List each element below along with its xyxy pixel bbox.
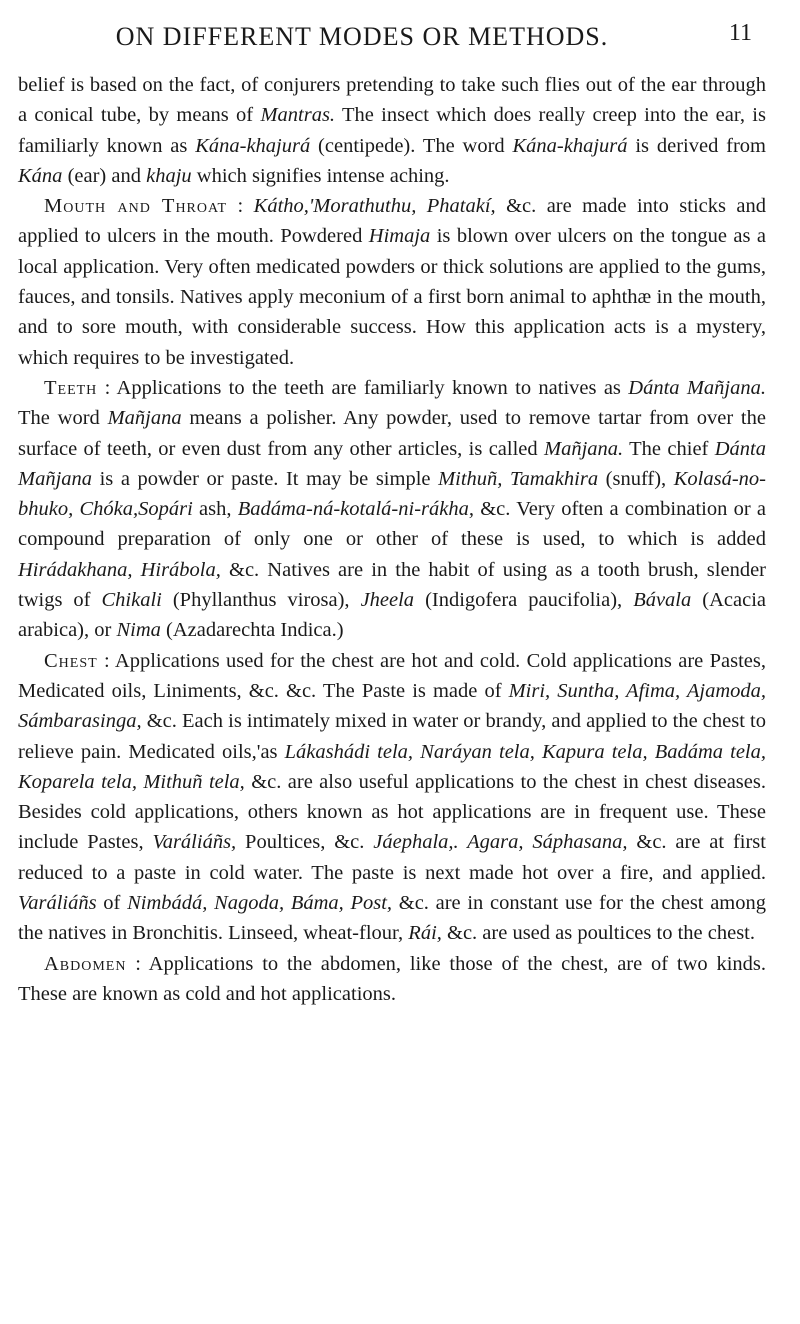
italic-term: Mithuñ, Tamakhira xyxy=(438,467,599,490)
text-run: Poultices, &c. xyxy=(236,831,374,854)
paragraph-chest xyxy=(18,646,766,949)
italic-term: Nima xyxy=(116,619,161,642)
italic-term: Badáma-ná-kotalá-ni-rákha, xyxy=(237,498,474,521)
italic-term: Himaja xyxy=(368,225,431,248)
section-heading-chest: Chest xyxy=(44,649,98,672)
italic-term: Varáliáñs, xyxy=(152,831,237,854)
page-number: 11 xyxy=(728,20,752,46)
text-run: belief is based on the fact, of conjurers pretending to take such flies out of the ear through a conical tube, by means of xyxy=(18,74,766,127)
text-run: of xyxy=(96,892,128,915)
text-run: &c. Very often a combination or a compound preparation of only one or other of these is used, to which is added xyxy=(18,498,766,551)
italic-term: Rái, xyxy=(408,922,442,945)
text-run: : Applications to the teeth are familiarly known to natives as xyxy=(97,376,629,399)
text-run: The chief xyxy=(623,437,715,460)
paragraph-abdomen xyxy=(18,949,766,1010)
section-heading-teeth: Teeth xyxy=(44,376,98,399)
italic-term: Bávala xyxy=(633,589,692,612)
text-run: : Applications used for the chest are hot and cold. Cold applications are Pastes, Medicated oils, Liniments, &c. &c. The Paste is made of xyxy=(18,649,766,702)
text-run: means a polisher. Any powder, used to remove tartar from over the surface of teeth, or even dust from any other articles, is called xyxy=(18,407,766,460)
italic-term: Dánta Mañjana. xyxy=(628,376,767,399)
text-run: (Azadarechta Indica.) xyxy=(160,619,344,642)
text-run: &c. are also useful applications to the chest in chest diseases. Besides cold applications, others known as hot applications are in frequent use. These include Pastes, xyxy=(18,770,766,854)
text-run: is a powder or paste. It may be simple xyxy=(92,467,439,490)
italic-term: Mañjana. xyxy=(544,437,624,460)
section-heading-mouth-throat: Mouth and Throat xyxy=(44,195,228,218)
section-heading-abdomen: Abdomen xyxy=(44,952,127,975)
text-run: &c. are in constant use for the chest among the natives in Bronchitis. Linseed, wheat-flour, xyxy=(18,892,766,945)
text-run: (snuff), xyxy=(598,467,674,490)
italic-term: Jheela xyxy=(360,589,415,612)
italic-term: Kátho,'Morathuthu, Phatakí, xyxy=(253,195,496,218)
running-head: ON DIFFERENT MODES OR METHODS. xyxy=(115,22,609,51)
text-run: &c. are at first reduced to a paste in cold water. The paste is next made hot over a fire, and applied. xyxy=(18,831,766,884)
text-run: &c. Natives are in the habit of using as a tooth brush, slender twigs of xyxy=(18,558,766,612)
italic-term: Kána-khajurá xyxy=(195,134,311,157)
italic-term: Varáliáñs xyxy=(18,892,97,915)
text-run: &c. Each is intimately mixed in water or brandy, and applied to the chest to relieve pain. Medicated oils,'as xyxy=(18,710,766,763)
text-run: (Phyllanthus virosa), xyxy=(161,589,361,612)
body-text xyxy=(18,70,766,1009)
text-run: : xyxy=(227,195,254,218)
text-run: The word xyxy=(18,407,108,430)
italic-term: Miri, Suntha, Afima, Ajamoda, Sámbarasinga, xyxy=(18,679,766,733)
italic-term: Mantras. xyxy=(260,104,336,127)
text-run: &c. are made into sticks and applied to ulcers in the mouth. Powdered xyxy=(18,195,766,248)
page-header xyxy=(18,0,766,70)
text-run: ash, xyxy=(192,498,238,521)
italic-term: Lákashádi tela, Naráyan tela, Kapura tela, Badáma tela, Koparela tela, Mithuñ tela, xyxy=(18,740,766,793)
italic-term: Hirádakhana, Hirábola, xyxy=(18,558,221,581)
text-run: (Acacia arabica), or xyxy=(18,589,766,642)
text-run: (Indigofera paucifolia), xyxy=(414,589,634,612)
text-run: (ear) and xyxy=(62,164,147,187)
italic-term: Kolasá-no-bhuko, Chóka,Sopári xyxy=(18,467,766,521)
text-run: (centipede). The word xyxy=(310,134,513,157)
italic-term: Dánta Mañjana xyxy=(18,437,766,490)
italic-term: Jáephala,. Agara, Sáphasana, xyxy=(373,831,628,854)
italic-term: Nimbádá, Nagoda, Báma, Post, xyxy=(127,892,393,915)
italic-term: Kána-khajurá xyxy=(512,134,628,157)
text-run: is blown over ulcers on the tongue as a local application. Very often medicated powders or thick solutions are applied to the gums, fauces, and tonsils. Natives apply meconium of a first born animal to aphthæ in the mouth, and to sore mouth, with considerable success. How this application acts is a mystery, which requires to be investigated. xyxy=(18,225,767,369)
text-run: which signifies intense aching. xyxy=(191,164,450,187)
paragraph-ear-continued xyxy=(18,70,766,191)
italic-term: Mañjana xyxy=(107,407,182,430)
text-run: : Applications to the abdomen, like those of the chest, are of two kinds. These are known as cold and hot applications. xyxy=(18,952,766,1005)
italic-term: khaju xyxy=(146,164,192,187)
paragraph-mouth-throat xyxy=(18,191,766,373)
text-run: The insect which does really creep into the ear, is familiarly known as xyxy=(18,104,766,157)
text-run: &c. are used as poultices to the chest. xyxy=(441,922,755,945)
text-run: is derived from xyxy=(627,134,767,157)
italic-term: Kána xyxy=(18,164,63,187)
italic-term: Chikali xyxy=(101,589,162,612)
paragraph-teeth xyxy=(18,373,766,646)
